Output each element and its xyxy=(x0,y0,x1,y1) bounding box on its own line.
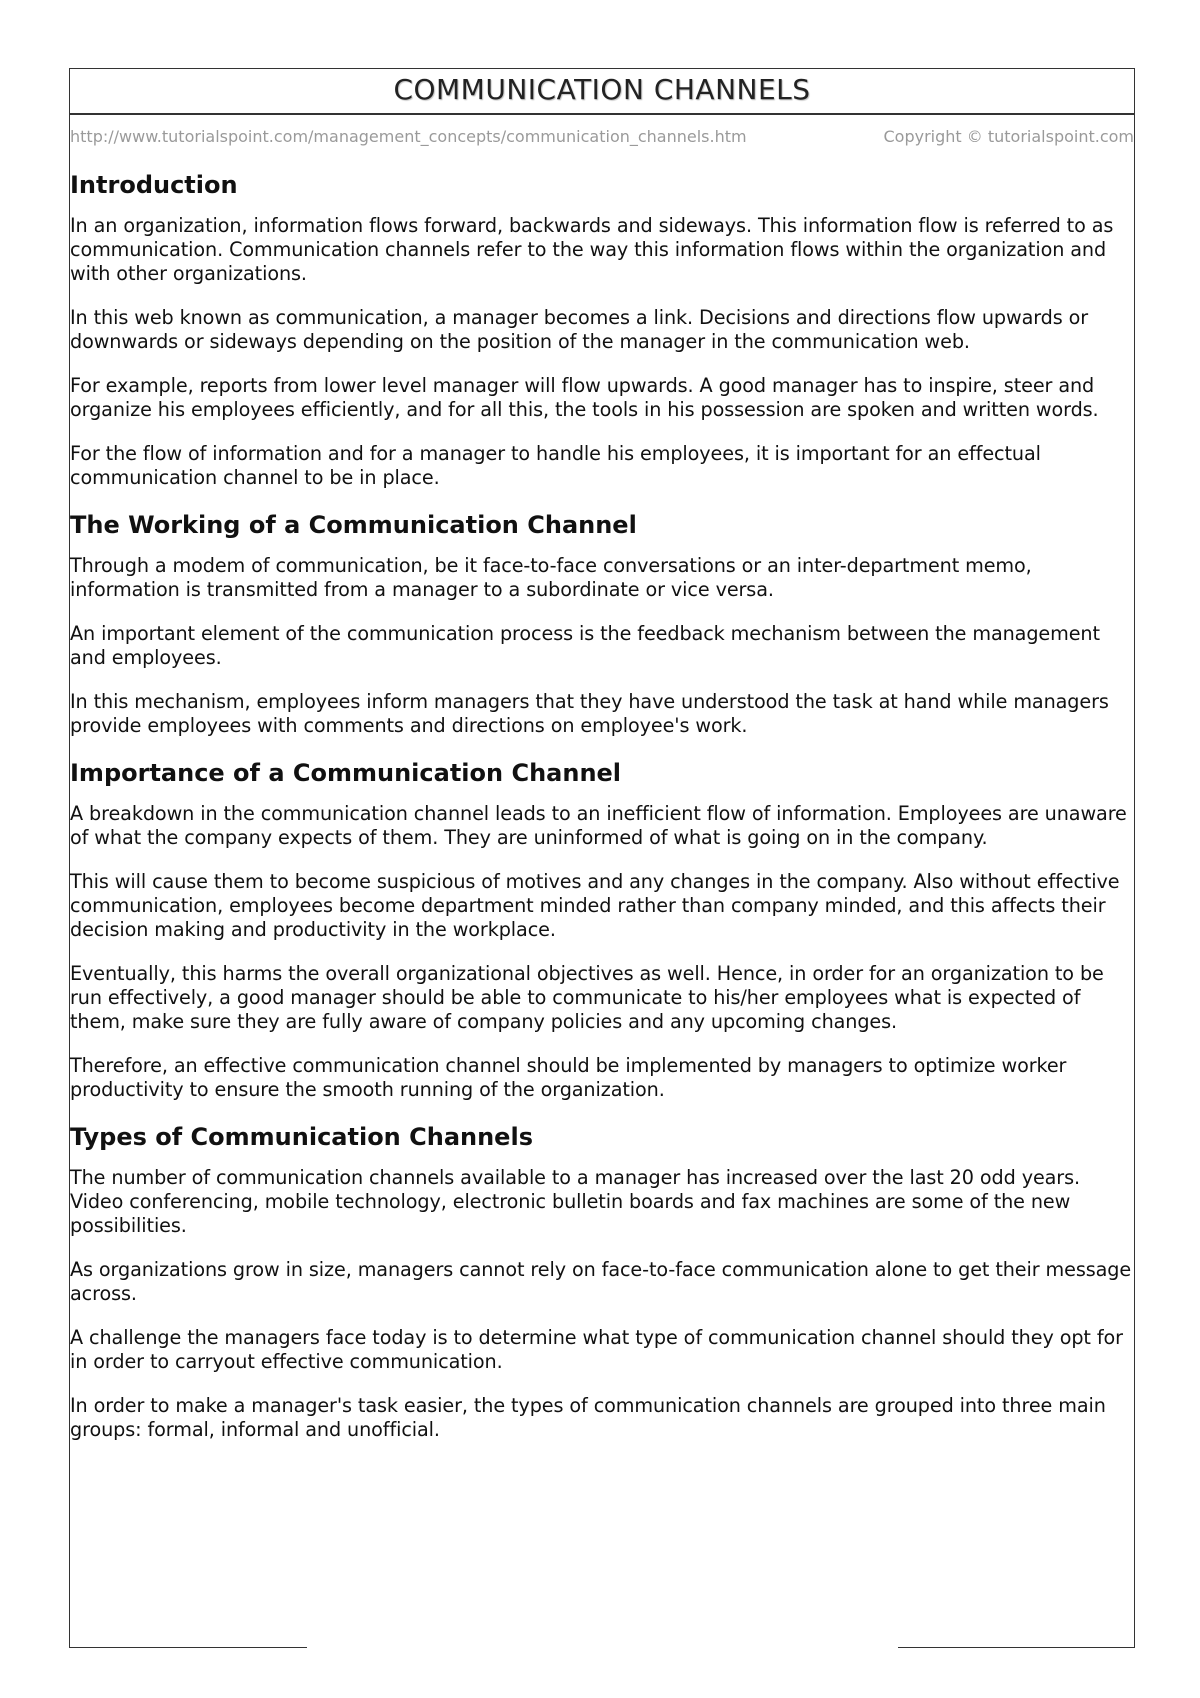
page-title: COMMUNICATION CHANNELS xyxy=(70,69,1134,115)
section-heading: Importance of a Communication Channel xyxy=(70,759,622,787)
paragraph: Eventually, this harms the overall organizational objectives as well. Hence, in order for an organization to be run effectively, a good manager should be able to communicate to his/her employees what is expected of them, make sure they are fully aware of company policies and any upcoming changes. xyxy=(70,962,1104,1033)
footer-divider-right xyxy=(898,1647,1135,1648)
section-heading: Types of Communication Channels xyxy=(70,1123,533,1151)
footer-divider-left xyxy=(69,1647,307,1648)
paragraph: A challenge the managers face today is to determine what type of communication channel should they opt for in order to carryout effective communication. xyxy=(70,1326,1123,1373)
paragraph: In an organization, information flows forward, backwards and sideways. This information flow is referred to as communication. Communication channels refer to the way this information flows within the organization and with other organizations. xyxy=(70,214,1114,285)
paragraph: In this web known as communication, a manager becomes a link. Decisions and directions flow upwards or downwards or sideways depending on the position of the manager in the communication web. xyxy=(70,306,1089,353)
paragraph: Therefore, an effective communication channel should be implemented by managers to optimize worker productivity to ensure the smooth running of the organization. xyxy=(70,1054,1067,1101)
paragraph: In order to make a manager's task easier, the types of communication channels are grouped into three main groups: formal, informal and unofficial. xyxy=(70,1394,1106,1441)
paragraph: As organizations grow in size, managers cannot rely on face-to-face communication alone to get their message across. xyxy=(70,1258,1132,1305)
source-url-link[interactable]: http://www.tutorialspoint.com/management_concepts/communication_channels.htm xyxy=(70,127,747,146)
article-body xyxy=(70,146,1134,1442)
paragraph: For the flow of information and for a manager to handle his employees, it is important for an effectual communication channel to be in place. xyxy=(70,442,1041,489)
paragraph: An important element of the communication process is the feedback mechanism between the management and employees. xyxy=(70,622,1100,669)
paragraph: For example, reports from lower level manager will flow upwards. A good manager has to inspire, steer and organize his employees efficiently, and for all this, the tools in his possession are spoken and written words. xyxy=(70,374,1099,421)
paragraph: Through a modem of communication, be it face-to-face conversations or an inter-department memo, information is transmitted from a manager to a subordinate or vice versa. xyxy=(70,554,1032,601)
section-heading: The Working of a Communication Channel xyxy=(70,511,637,539)
paragraph: In this mechanism, employees inform managers that they have understood the task at hand while managers provide employees with comments and directions on employee's work. xyxy=(70,690,1109,737)
paragraph: The number of communication channels available to a manager has increased over the last 20 odd years. Video conferencing, mobile technology, electronic bulletin boards and fax machines are some of the new possibilities. xyxy=(70,1166,1080,1237)
paragraph: This will cause them to become suspicious of motives and any changes in the company. Also without effective communication, employees become department minded rather than company minded, and this affects their decision making and productivity in the workplace. xyxy=(70,870,1120,941)
section-introduction xyxy=(70,170,1134,490)
copyright-text: Copyright © tutorialspoint.com xyxy=(883,127,1134,146)
section-importance xyxy=(70,758,1134,1102)
section-heading: Introduction xyxy=(70,171,238,199)
page-frame xyxy=(69,68,1135,1648)
section-types xyxy=(70,1122,1134,1442)
paragraph: A breakdown in the communication channel leads to an inefficient flow of information. Employees are unaware of what the company expects of them. They are uninformed of what is going on in the company. xyxy=(70,802,1127,849)
meta-row xyxy=(70,115,1134,146)
section-working xyxy=(70,510,1134,738)
